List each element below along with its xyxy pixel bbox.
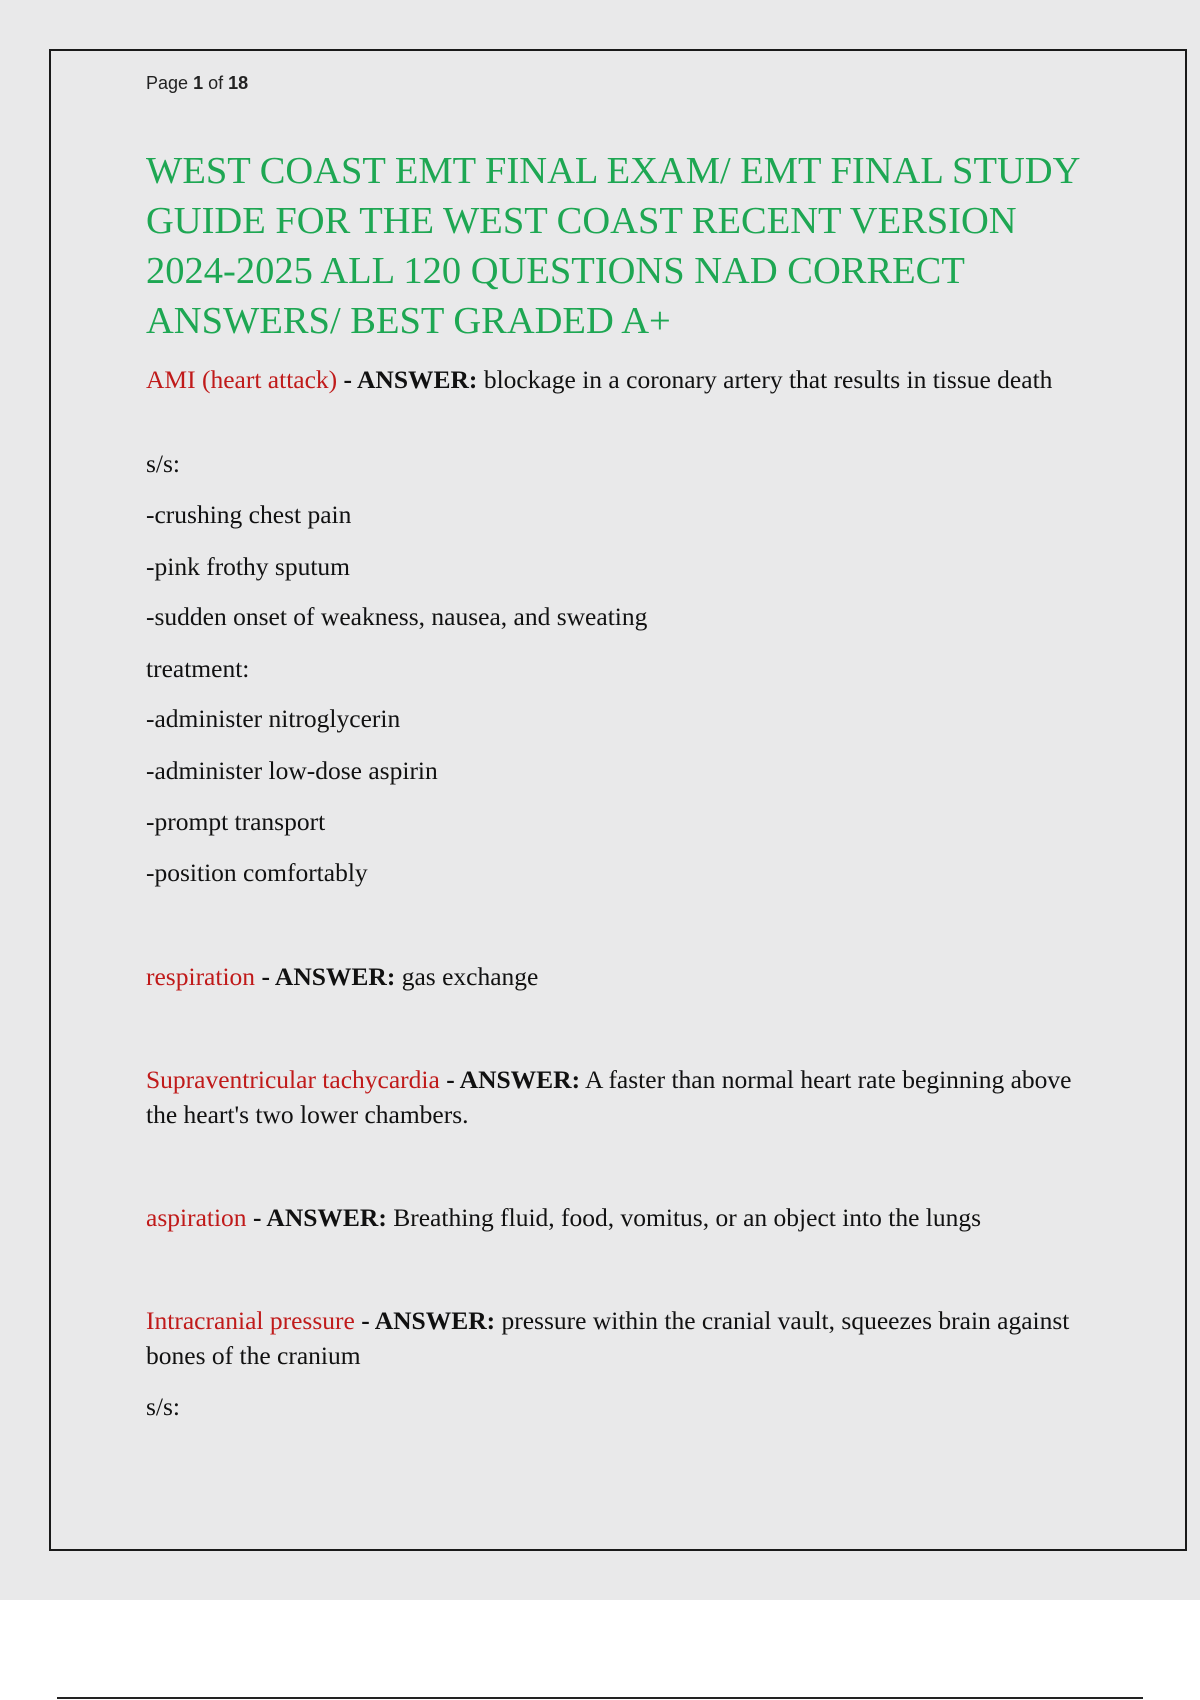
ami-line: -prompt transport bbox=[146, 807, 326, 836]
ami-line: -position comfortably bbox=[146, 858, 368, 887]
separator: - bbox=[354, 1306, 375, 1335]
separator: - bbox=[246, 1203, 267, 1232]
term-supraventricular-tachycardia: Supraventricular tachycardia bbox=[146, 1065, 440, 1094]
answer-label: ANSWER: bbox=[374, 1306, 496, 1335]
entry-intracranial-pressure bbox=[146, 1303, 1096, 1373]
ami-line: -sudden onset of weakness, nausea, and sweating bbox=[146, 602, 648, 631]
ami-line: -administer low-dose aspirin bbox=[146, 756, 438, 785]
term-respiration: respiration bbox=[146, 962, 256, 991]
term-intracranial-pressure: Intracranial pressure bbox=[146, 1306, 355, 1335]
separator: - bbox=[255, 962, 275, 991]
answer-label: ANSWER: bbox=[266, 1203, 387, 1232]
answer-text: A faster than normal heart rate beginning above the heart's two lower chambers. bbox=[146, 1065, 1072, 1129]
ami-line: -pink frothy sputum bbox=[146, 552, 350, 581]
entry-supraventricular-tachycardia bbox=[146, 1062, 1096, 1132]
entry-aspiration bbox=[146, 1200, 1096, 1235]
term-ami: AMI (heart attack) bbox=[146, 365, 338, 394]
page-number: Page 1 of 18 bbox=[146, 73, 249, 93]
term-aspiration: aspiration bbox=[146, 1203, 247, 1232]
answer-text: Breathing fluid, food, vomitus, or an object into the lungs bbox=[386, 1203, 982, 1232]
entry-ami bbox=[146, 362, 1096, 397]
ami-line: -crushing chest pain bbox=[146, 500, 352, 529]
answer-text: gas exchange bbox=[395, 962, 539, 991]
ami-line: s/s: bbox=[146, 449, 181, 478]
answer-text: pressure within the cranial vault, squeezes brain against bones of the cranium bbox=[146, 1306, 1070, 1370]
ami-line: -administer nitroglycerin bbox=[146, 704, 401, 733]
icp-line: s/s: bbox=[146, 1392, 181, 1421]
answer-label: ANSWER: bbox=[459, 1065, 581, 1094]
separator: - bbox=[439, 1065, 460, 1094]
entry-respiration bbox=[146, 959, 1096, 994]
answer-label: ANSWER: bbox=[357, 365, 478, 394]
document-title: WEST COAST EMT FINAL EXAM/ EMT FINAL STUDY GUIDE FOR THE WEST COAST RECENT VERSION 2024-2025 ALL 120 QUESTIONS NAD CORRECT ANSWERS/ BEST GRADED A+ bbox=[146, 150, 1079, 342]
separator: - bbox=[337, 365, 357, 394]
answer-text: blockage in a coronary artery that results in tissue death bbox=[477, 365, 1053, 394]
footer-rule bbox=[57, 1697, 1143, 1699]
ami-line: treatment: bbox=[146, 654, 250, 683]
answer-label: ANSWER: bbox=[274, 962, 396, 991]
